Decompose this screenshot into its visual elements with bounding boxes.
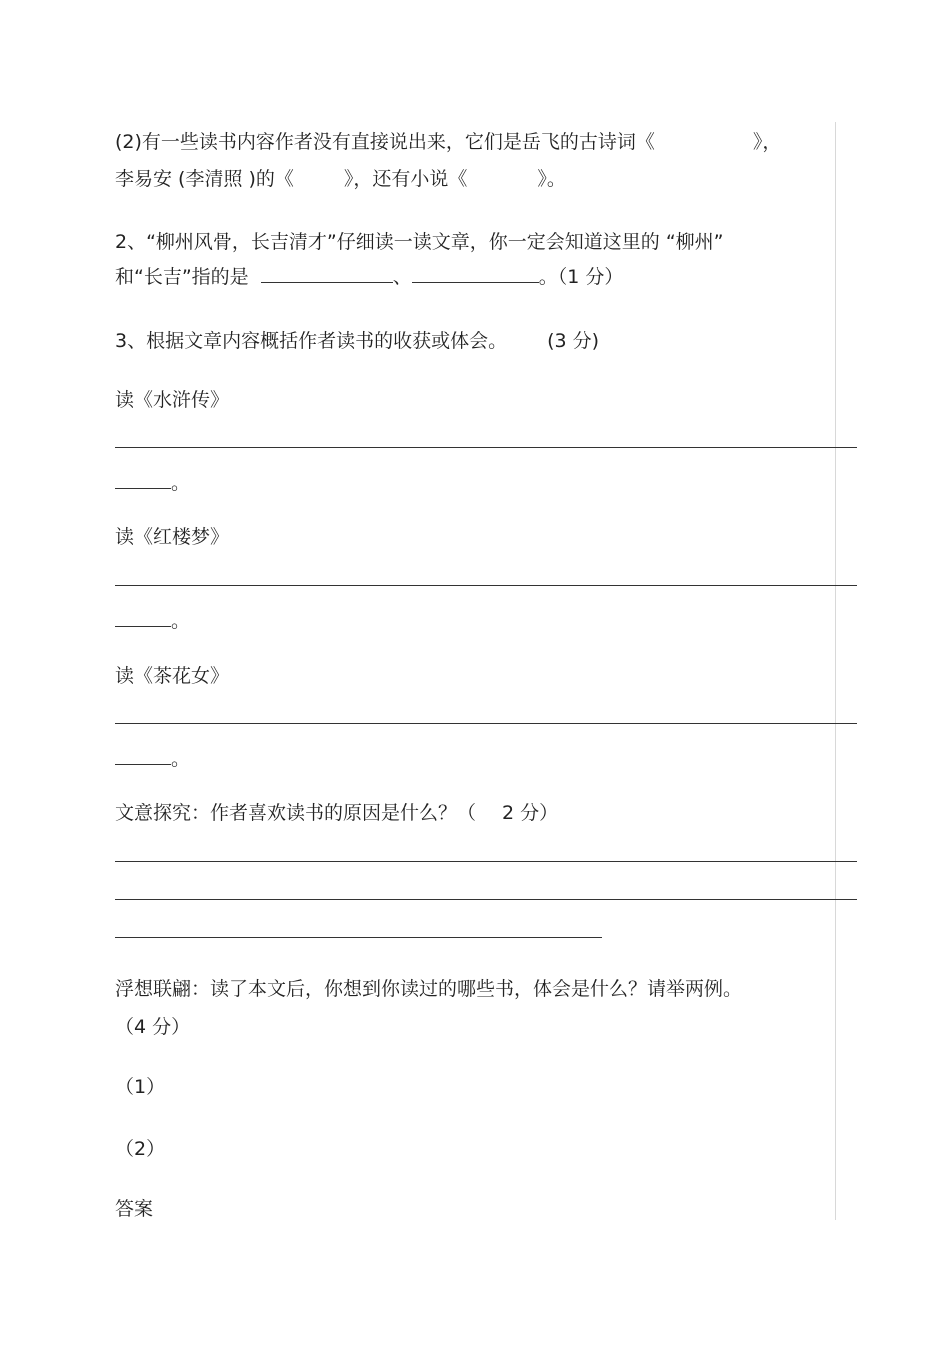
q1-part2-line2 — [115, 166, 566, 192]
q3-item-shuihu: 读《水浒传》 — [115, 389, 230, 411]
q1-part2-text: (2)有一些读书内容作者没有直接说出来，它们是岳飞的古诗词《 — [115, 131, 655, 153]
end-mark: 。 — [171, 610, 191, 632]
changji-answer-blank[interactable] — [412, 264, 539, 283]
q1-part2-line2-end: 》。 — [537, 168, 566, 190]
q3-item-honglou: 读《红楼梦》 — [115, 526, 230, 548]
q1-part2-text-end: 》， — [752, 131, 782, 153]
q2-prompt: 和“长吉”指的是 — [115, 266, 249, 288]
q3-item2-end-line — [115, 608, 190, 634]
q2-separator: 、 — [392, 266, 412, 288]
answer-heading: 答案 — [115, 1198, 154, 1220]
page-edge-line — [835, 122, 836, 1220]
answer-line-short[interactable] — [115, 608, 171, 627]
answer-line[interactable] — [115, 585, 857, 586]
answer-line[interactable] — [115, 723, 857, 724]
q5-item1: （1） — [115, 1076, 166, 1098]
answer-line[interactable] — [115, 861, 857, 862]
q2-line1: 2、“柳州风骨，长吉清才”仔细读一读文章，你一定会知道这里的 “柳州” — [115, 231, 724, 253]
q5-line2: （4 分） — [115, 1016, 191, 1038]
q3-item-chahua: 读《茶花女》 — [115, 665, 230, 687]
q3-score: (3 分) — [547, 330, 600, 352]
q3-title: 3、根据文章内容概括作者读书的收获或体会。 — [115, 330, 508, 352]
q2-line2 — [115, 264, 623, 290]
q2-score: 。（1 分） — [538, 266, 624, 288]
q5-line1: 浮想联翩：读了本文后，你想到你读过的哪些书，体会是什么？请举两例。 — [115, 978, 743, 1000]
answer-line-short[interactable] — [115, 470, 171, 489]
q3-title-line — [115, 328, 599, 354]
q1-part2-line1 — [115, 129, 781, 155]
answer-line[interactable] — [115, 899, 857, 900]
q5-item2: （2） — [115, 1138, 166, 1160]
answer-line[interactable] — [115, 447, 857, 448]
q4-title: 文意探究：作者喜欢读书的原因是什么？（ — [115, 802, 477, 824]
q1-part2-novel-text: 》，还有小说《 — [343, 168, 468, 190]
end-mark: 。 — [171, 472, 191, 494]
liuzhou-answer-blank[interactable] — [261, 264, 393, 283]
answer-line[interactable] — [115, 937, 602, 938]
answer-line-short[interactable] — [115, 746, 171, 765]
q1-part2-li-text: 李易安 (李清照 )的《 — [115, 168, 294, 190]
q3-item3-end-line — [115, 746, 190, 772]
q4-title-line — [115, 800, 558, 826]
q3-item1-end-line — [115, 470, 190, 496]
q4-score: 2 分） — [502, 802, 559, 824]
end-mark: 。 — [171, 748, 191, 770]
